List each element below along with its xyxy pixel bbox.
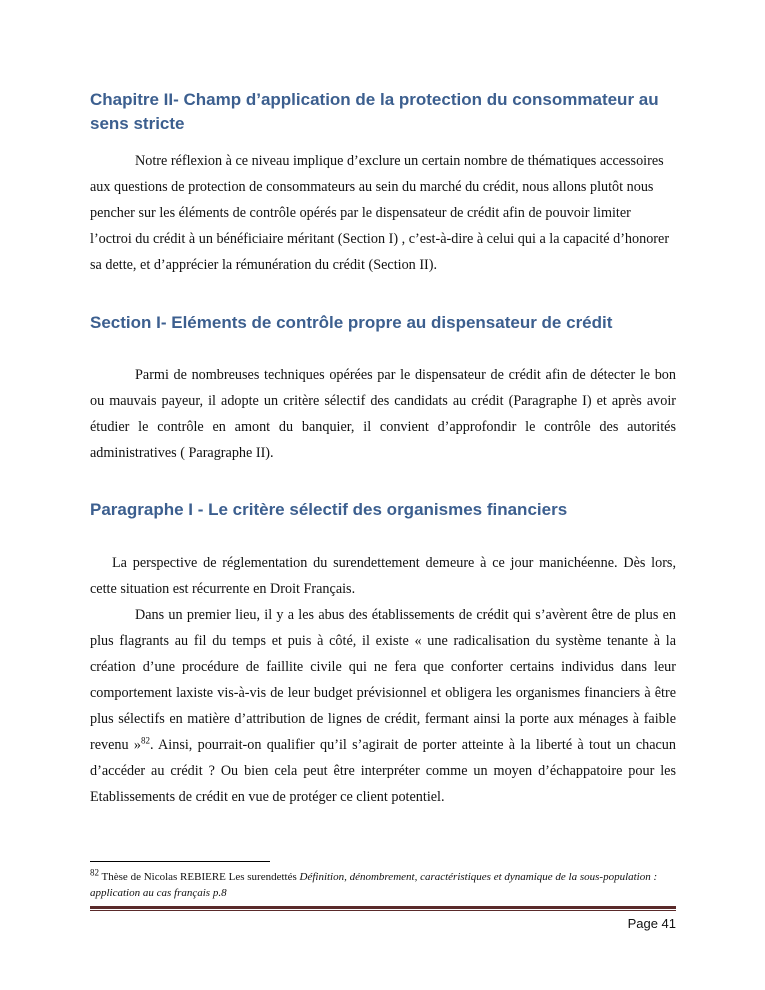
paragraph-text: . Ainsi, pourrait-on qualifier qu’il s’agirait de porter atteinte à la liberté à tout un chacun d’accéder au crédit ? Ou bien cela peut être interpréter comme un moyen d’échappatoire pour les Etablissements de crédit en vue de protéger ce client potentiel. (90, 737, 676, 805)
footnote-separator (90, 861, 270, 862)
page-body (90, 88, 676, 810)
section-title: Section I- Eléments de contrôle propre au dispensateur de crédit (90, 313, 613, 332)
footnote-number: 82 (90, 867, 99, 878)
paragraph-title: Paragraphe I - Le critère sélectif des organismes financiers (90, 500, 568, 519)
intro-paragraph: Notre réflexion à ce niveau implique d’exclure un certain nombre de thématiques accessoires aux questions de protection de consommateurs au sein du marché du crédit, nous allons plutôt nous pencher sur les éléments de contrôle opérés par le dispensateur de crédit afin de pouvoir limiter l’octroi du crédit à un bénéficiaire méritant (Section I) , c’est-à-dire à celui qui a la capacité d’honorer sa dette, et d’apprécier la rémunération du crédit (Section II). (90, 153, 670, 273)
page-number: Page 41 (627, 916, 676, 931)
footnote-title: Définition, dénombrement, caractéristiques et dynamique de la sous-population : application au cas français p.8 (90, 871, 658, 899)
body-paragraph-2 (90, 602, 676, 810)
paragraph-text: Dans un premier lieu, il y a les abus des établissements de crédit qui s’avèrent être de plus en plus flagrants au fil du temps et puis à côté, il existe « une radicalisation du système tenante à la création d’une procédure de faillite civile qui ne fera que conforter certains individus dans leur comportement laxiste vis-à-vis de leur budget prévisionnel et obligera les organismes financiers à être plus sélectifs en matière d’attribution de lignes de crédit, fermant ainsi la porte aux ménages à faible revenu » (90, 607, 676, 753)
chapter-title: Chapitre II- Champ d’application de la protection du consommateur au sens stricte (90, 90, 659, 133)
footnote-reference[interactable]: 82 (140, 735, 150, 746)
footer-rule-thin (90, 910, 676, 911)
footer-rule (90, 906, 676, 909)
footnote-text: Thèse de Nicolas REBIERE Les surendettés (99, 871, 300, 883)
body-paragraph-1: La perspective de réglementation du surendettement demeure à ce jour manichéenne. Dès lors, cette situation est récurrente en Droit Français. (90, 555, 676, 597)
section-paragraph: Parmi de nombreuses techniques opérées par le dispensateur de crédit afin de détecter le bon ou mauvais payeur, il adopte un critère sélectif des candidats au crédit (Paragraphe I) et après avoir étudier le contrôle en amont du banquier, il convient d’approfondir le contrôle des autorités administratives ( Paragraphe II). (90, 367, 676, 461)
footnote (90, 869, 676, 901)
